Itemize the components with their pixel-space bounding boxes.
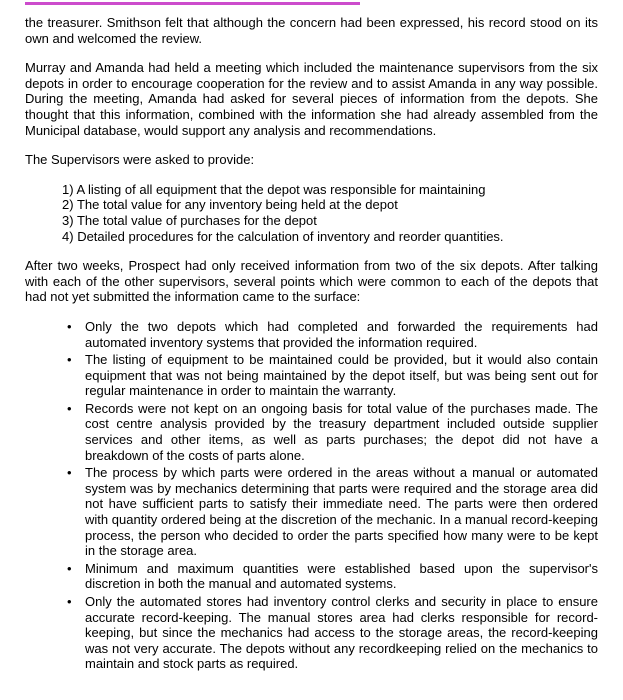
numbered-item [62,229,598,245]
numbered-item [62,197,598,213]
item-text: The total value of purchases for the depot [76,212,317,228]
numbered-list [25,182,598,244]
bullet-text: Minimum and maximum quantities were established based upon the supervisor's discretion in both the manual and automated systems. [85,560,598,592]
bullet-text: The process by which parts were ordered in the areas without a manual or automated system was by mechanics determining that parts were required and the storage area did not have sufficient parts to satisfy their immediate need. The parts were then ordered with quantity ordered being at the discretion of the mechanic. In a manual record-keeping process, the person who decided to order the parts specified how many were to be kept in the storage area. [85,465,598,559]
bullet-text: Records were not kept on an ongoing basis for total value of the purchases made. The cost centre analysis provided by the treasury department included outside supplier services and other items, as well as parts purchases; the depot did not have a breakdown of the costs of parts alone. [85,400,598,463]
item-text: Detailed procedures for the calculation of inventory and reorder quantities. [77,228,504,244]
bullet-list [25,319,598,672]
bullet-item [67,318,598,350]
paragraph-supervisors-intro: The Supervisors were asked to provide: [25,152,255,168]
bullet-icon: • [67,318,72,334]
bullet-item [67,400,598,463]
bullet-text: The listing of equipment to be maintained could be provided, but it would also contain equipment that was not being maintained by the depot itself, but was being sent out for regular maintenance in order to maintain the warranty. [85,352,598,399]
bullet-icon: • [67,465,72,481]
bullet-icon: • [67,594,72,609]
bullet-item [67,560,598,592]
bullet-text: Only the two depots which had completed and forwarded the requirements had automated inventory systems that provided the information required. [85,318,598,350]
item-number: 4) [62,228,74,244]
bullet-item [67,594,598,672]
item-text: The total value for any inventory being held at the depot [76,197,398,213]
numbered-item [62,182,598,198]
bullet-text: Only the automated stores had inventory control clerks and security in place to ensure accurate record-keeping. The manual stores area had clerks responsible for record-keeping, but since the mechanics had access to the storage areas, the record-keeping was not very accurate. The depots without any recordkeeping relied on the mechanics to maintain and stock parts as required. [85,594,598,672]
bullet-item [67,352,598,399]
paragraph-treasurer-review: the treasurer. Smithson felt that although the concern had been expressed, his record stood on its own and welcomed the review. [25,15,598,46]
paragraph-after-two-weeks: After two weeks, Prospect had only received information from two of the six depots. After talking with each of the other supervisors, several points which were common to each of the depots that had not yet submitted the information came to the surface: [25,258,598,305]
top-divider [25,2,360,5]
bullet-icon: • [67,352,72,368]
bullet-icon: • [67,400,72,416]
item-text: A listing of all equipment that the depot was responsible for maintaining [76,181,486,197]
item-number: 2) [62,197,74,213]
bullet-icon: • [67,560,72,576]
paragraph-meeting: Murray and Amanda had held a meeting which included the maintenance supervisors from the six depots in order to encourage cooperation for the review and to assist Amanda in any way possible. During the meeting, Amanda had asked for several pieces of information from the depots. She thought that this information, combined with the information she had already assembled from the Municipal database, would support any analysis and recommendations. [25,60,598,138]
item-number: 1) [62,181,74,197]
bullet-item [67,465,598,559]
item-number: 3) [62,212,74,228]
numbered-item [62,213,598,229]
